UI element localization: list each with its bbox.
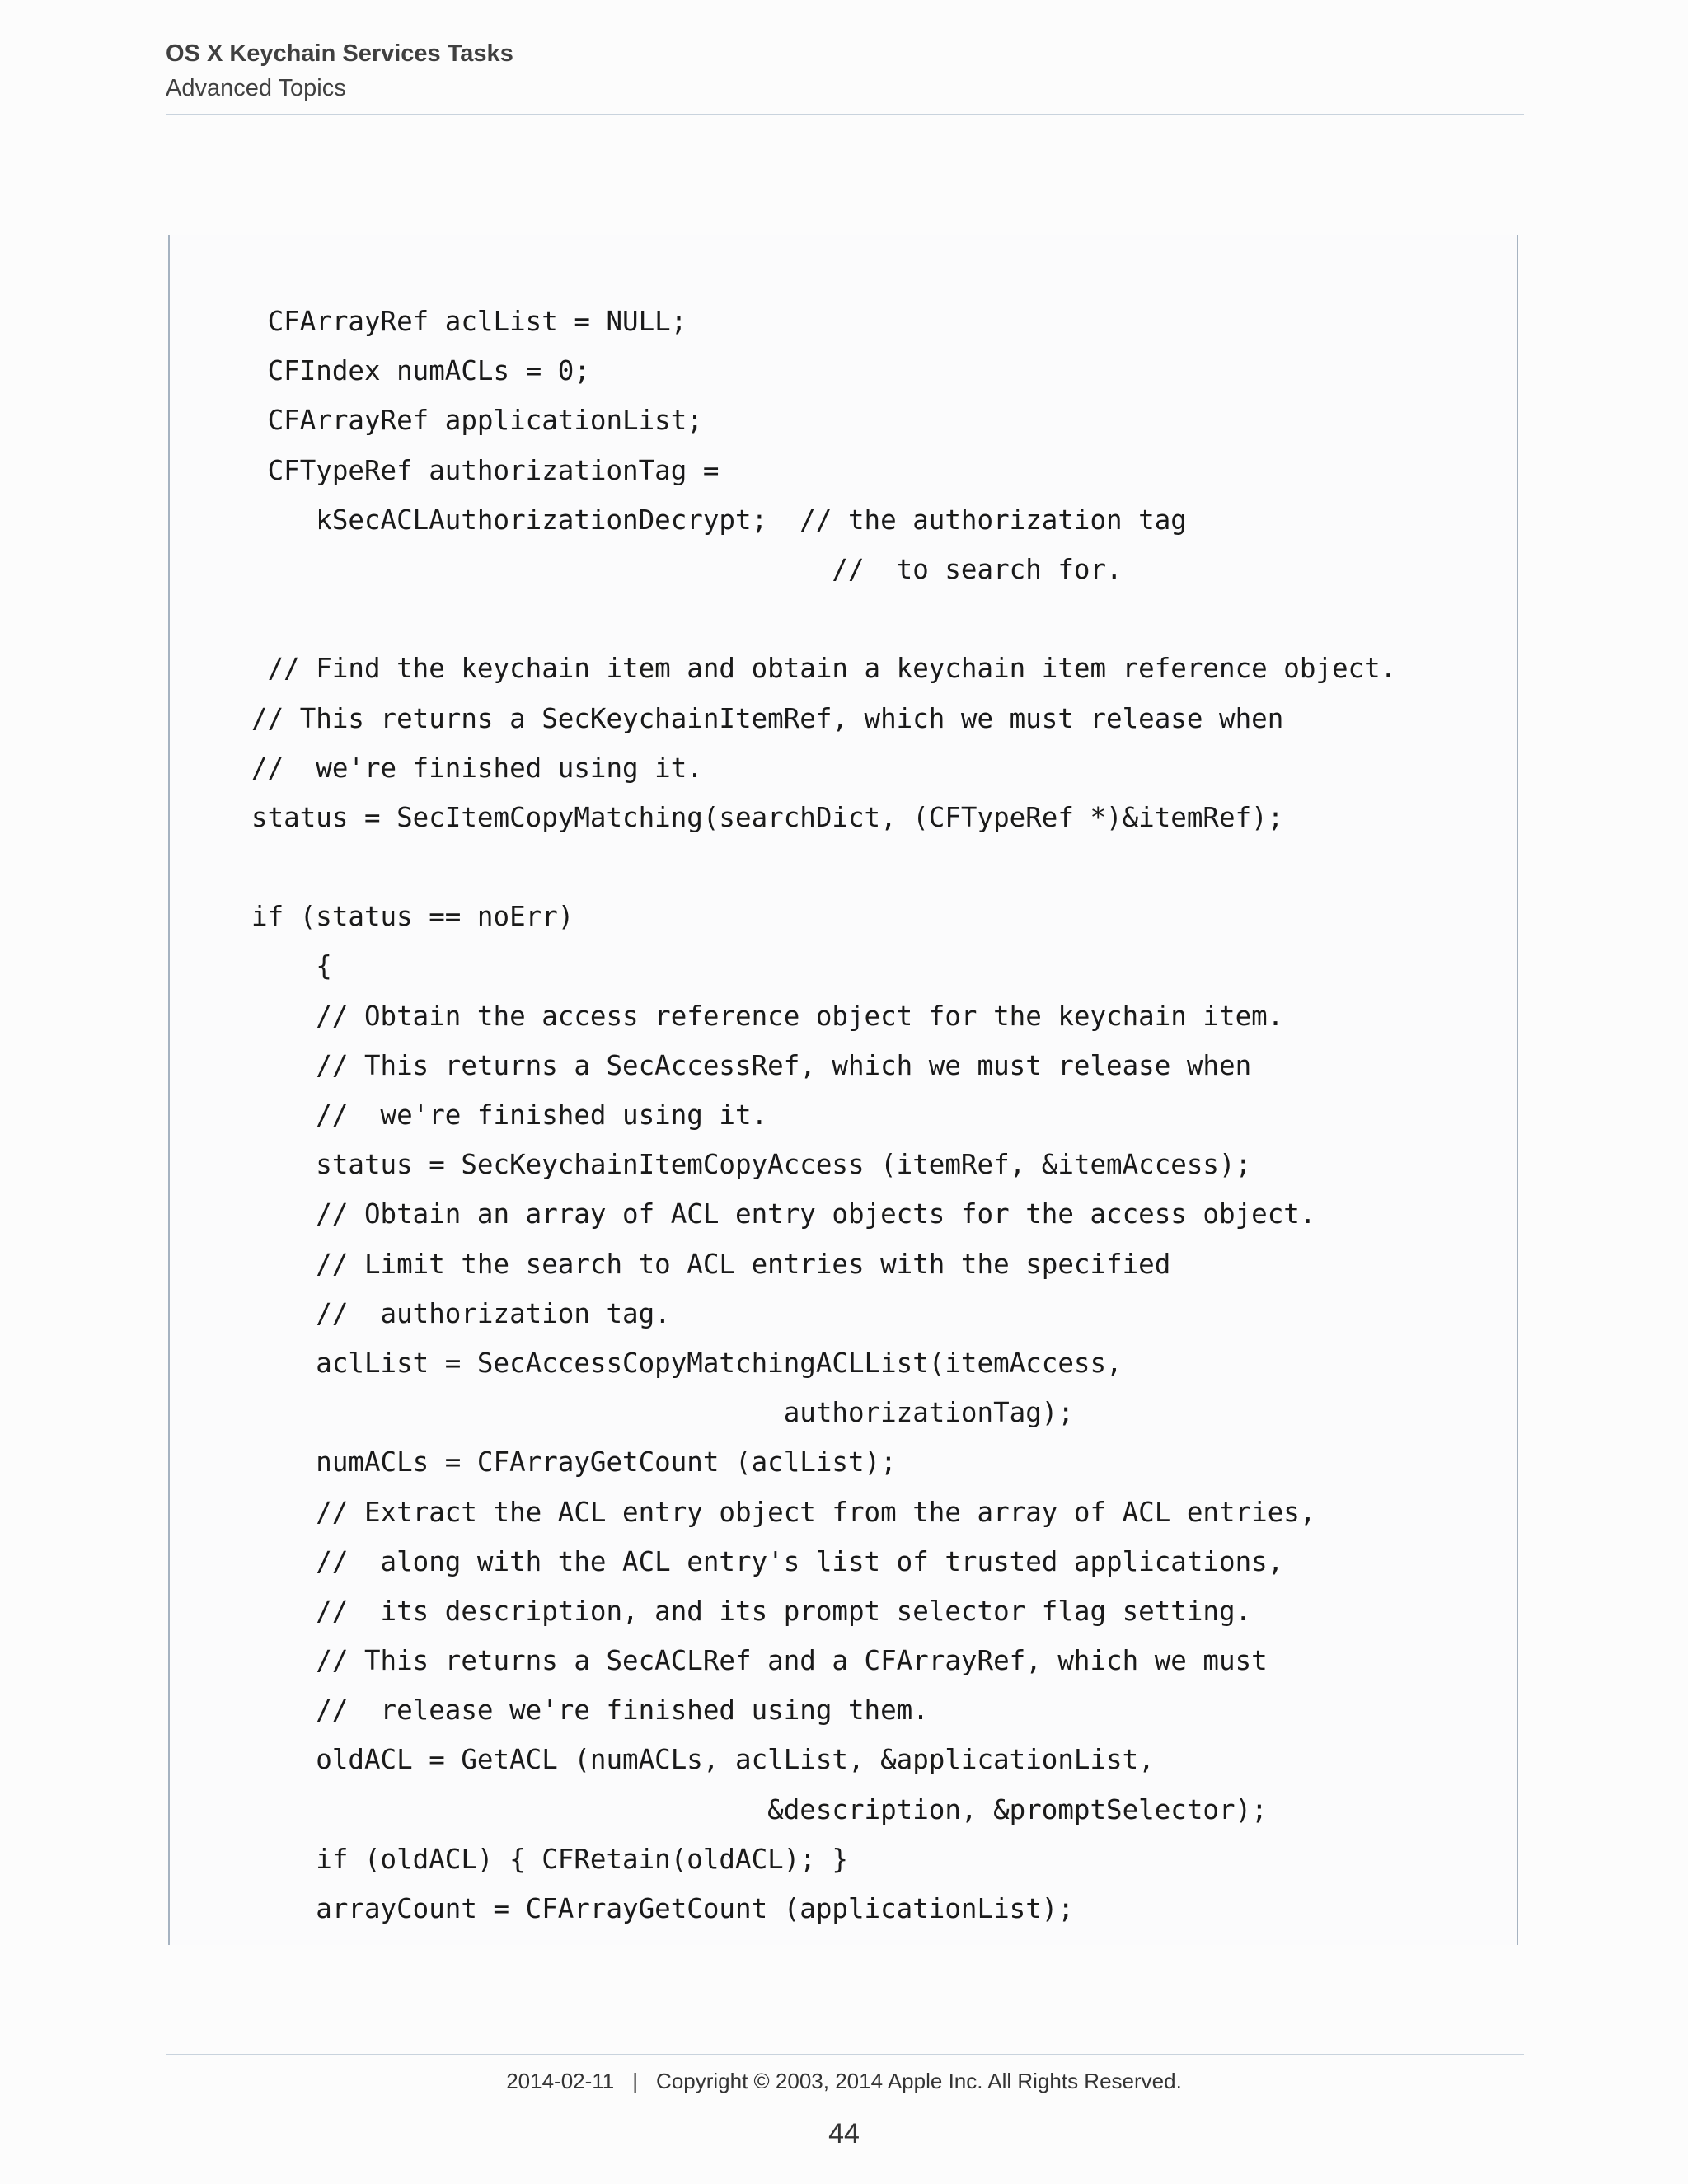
code-line: // Extract the ACL entry object from the array of ACL entries,	[251, 1496, 1316, 1528]
code-line	[251, 594, 1488, 644]
code-line: // Find the keychain item and obtain a keychain item reference object.	[251, 653, 1397, 685]
code-line: // Limit the search to ACL entries with the specified	[251, 1248, 1171, 1280]
page-footer	[0, 2064, 1688, 2097]
code-line: CFTypeRef authorizationTag =	[251, 454, 720, 486]
code-line: // release we're finished using them.	[251, 1694, 929, 1727]
footer-date: 2014-02-11	[506, 2069, 615, 2093]
code-line	[251, 842, 1488, 892]
code-line: arrayCount = CFArrayGetCount (applicationList);	[251, 1893, 1074, 1924]
code-line: // we're finished using it.	[251, 752, 703, 784]
code-line: // Obtain an array of ACL entry objects for the access object.	[251, 1198, 1316, 1230]
code-line: CFArrayRef aclList = NULL;	[251, 306, 687, 337]
code-line: // its description, and its prompt selector flag setting.	[251, 1595, 1252, 1627]
code-line: kSecACLAuthorizationDecrypt; // the authorization tag	[251, 504, 1187, 536]
code-line: // we're finished using it.	[251, 1099, 768, 1131]
page-header	[166, 36, 1524, 105]
chapter-title: OS X Keychain Services Tasks	[166, 40, 513, 67]
code-line: if (oldACL) { CFRetain(oldACL); }	[251, 1843, 848, 1875]
code-line: // authorization tag.	[251, 1297, 671, 1329]
page-number: 44	[828, 2118, 860, 2149]
code-line: authorizationTag);	[251, 1397, 1074, 1429]
code-line: // This returns a SecKeychainItemRef, which we must release when	[251, 702, 1284, 734]
code-line: CFIndex numACLs = 0;	[251, 355, 590, 387]
code-line: // along with the ACL entry's list of trusted applications,	[251, 1545, 1284, 1577]
code-line: // Obtain the access reference object for the keychain item.	[251, 1000, 1284, 1032]
section-title: Advanced Topics	[166, 75, 346, 101]
code-line: numACLs = CFArrayGetCount (aclList);	[251, 1446, 897, 1479]
code-line: status = SecItemCopyMatching(searchDict, (CFTypeRef *)&itemRef);	[251, 801, 1284, 833]
code-line: oldACL = GetACL (numACLs, aclList, &applicationList,	[251, 1744, 1155, 1776]
footer-separator: |	[632, 2069, 639, 2093]
footer-divider	[166, 2054, 1524, 2055]
code-line: CFArrayRef applicationList;	[251, 405, 703, 437]
code-line: {	[251, 950, 332, 982]
footer-copyright: Copyright © 2003, 2014 Apple Inc. All Rights Reserved.	[656, 2069, 1182, 2093]
code-line: if (status == noErr)	[251, 901, 574, 933]
code-line: aclList = SecAccessCopyMatchingACLList(itemAccess,	[251, 1347, 1123, 1379]
code-line: // This returns a SecACLRef and a CFArrayRef, which we must	[251, 1645, 1268, 1677]
code-line: status = SecKeychainItemCopyAccess (itemRef, &itemAccess);	[251, 1149, 1252, 1181]
header-divider	[166, 114, 1524, 115]
code-line: &description, &promptSelector);	[251, 1793, 1268, 1825]
code-line: // This returns a SecAccessRef, which we must release when	[251, 1049, 1252, 1081]
code-listing	[251, 297, 1488, 1933]
code-line: // to search for.	[251, 553, 1123, 585]
